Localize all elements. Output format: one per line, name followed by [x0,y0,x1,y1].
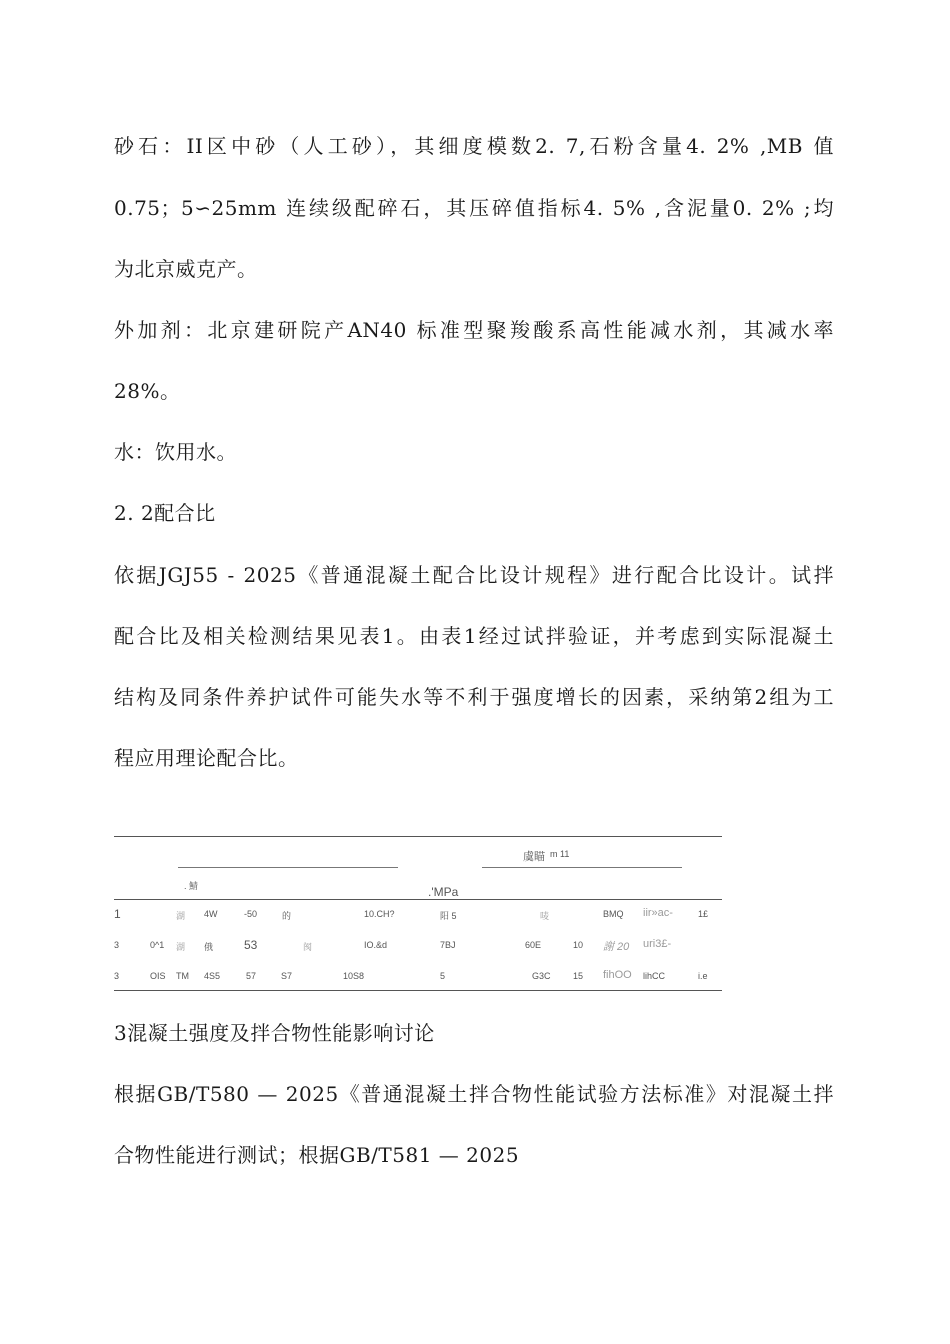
table-cell: 唛 [540,911,550,921]
table-cell: 湖 [176,911,186,921]
table-cell: 5 [440,971,446,981]
table-cell: iir»ac- [643,907,673,919]
table-cell: TM [176,971,189,981]
table-cell: -50 [244,909,258,919]
table-cell: S7 [281,971,293,981]
table-sub-rule [482,867,682,868]
table-cell: 3 [114,940,120,950]
text-line: 砂石：II区中砂（人工砂），其细度模数2. 7,石粉含量4. 2% ,MB 值 [114,134,834,158]
table-bottom-rule [114,990,722,991]
table-cell: 謝 20 [603,941,630,953]
table-cell: 4W [204,909,218,919]
section-heading-3: 3混凝土强度及拌合物性能影响讨论 [114,1021,435,1045]
section-heading-2-2: 2. 2配合比 [114,501,216,525]
table-cell: 3 [114,971,120,981]
text-line: 结构及同条件养护试件可能失水等不利于强度增长的因素，采纳第2组为工 [114,685,834,709]
table-cell: lihCC [643,971,666,981]
text-line: 配合比及相关检测结果见表1。由表1经过试拌验证，并考虑到实际混凝土 [114,624,834,648]
table-cell: 0^1 [150,940,165,950]
text-line: 根据GB/T580 — 2025《普通混凝土拌合物性能试验方法标准》对混凝土拌 [114,1082,834,1106]
table-cell: 7BJ [440,940,456,950]
table-cell: 10.CH? [364,909,395,919]
text-line: 依据JGJ55 - 2025《普通混凝土配合比设计规程》进行配合比设计。试拌 [114,563,834,587]
table-cell: 阂 [303,942,313,952]
table-cell: BMQ [603,909,624,919]
table-cell: 60E [525,940,542,950]
text-line: 程应用理论配合比。 [114,746,299,770]
table-cell: 53 [244,938,258,952]
text-line: 为北京威克产。 [114,257,258,281]
table-cell: 1£ [698,909,709,919]
table-cell: G3C [532,971,551,981]
table-cell: 1 [114,907,121,921]
paragraph-water: 水：饮用水。 [114,440,237,464]
table-group-label: m 11 [550,849,570,859]
table-cell: IO.&d [364,940,388,950]
text-line: 外加剂：北京建研院产AN40 标准型聚羧酸系高性能减水剂，其减水率 [114,318,834,342]
table-cell: 的 [282,911,292,921]
table-sub-rule [178,867,398,868]
table-cell: 10S8 [343,971,365,981]
table-cell: 57 [246,971,257,981]
table-cell: 阳 5 [440,911,457,921]
table-top-rule [114,836,722,837]
table-cell: OIS [150,971,166,981]
text-line: 合物性能进行测试；根据GB/T581 — 2025 [114,1143,520,1167]
table-cell: 10 [573,940,584,950]
table-cell: 4S5 [204,971,221,981]
table-unit-label: .'MPa [428,885,459,899]
table-group-label: 虞瞄 [523,851,545,863]
table-cell: i.e [698,971,708,981]
table-header-rule [114,899,722,900]
table-cell: 15 [573,971,584,981]
text-line: 0.75；5∽25mm 连续级配碎石，其压碎值指标4. 5% ,含泥量0. 2% ;均 [114,196,834,220]
table-cell: 湖 [176,942,186,952]
table-cell: 俄 [204,942,214,952]
table-cell: fihOO [603,969,632,981]
table-cell: uri3£- [643,938,672,950]
table-header-label: . 鯖 [184,881,199,891]
text-line: 28%。 [114,379,181,403]
